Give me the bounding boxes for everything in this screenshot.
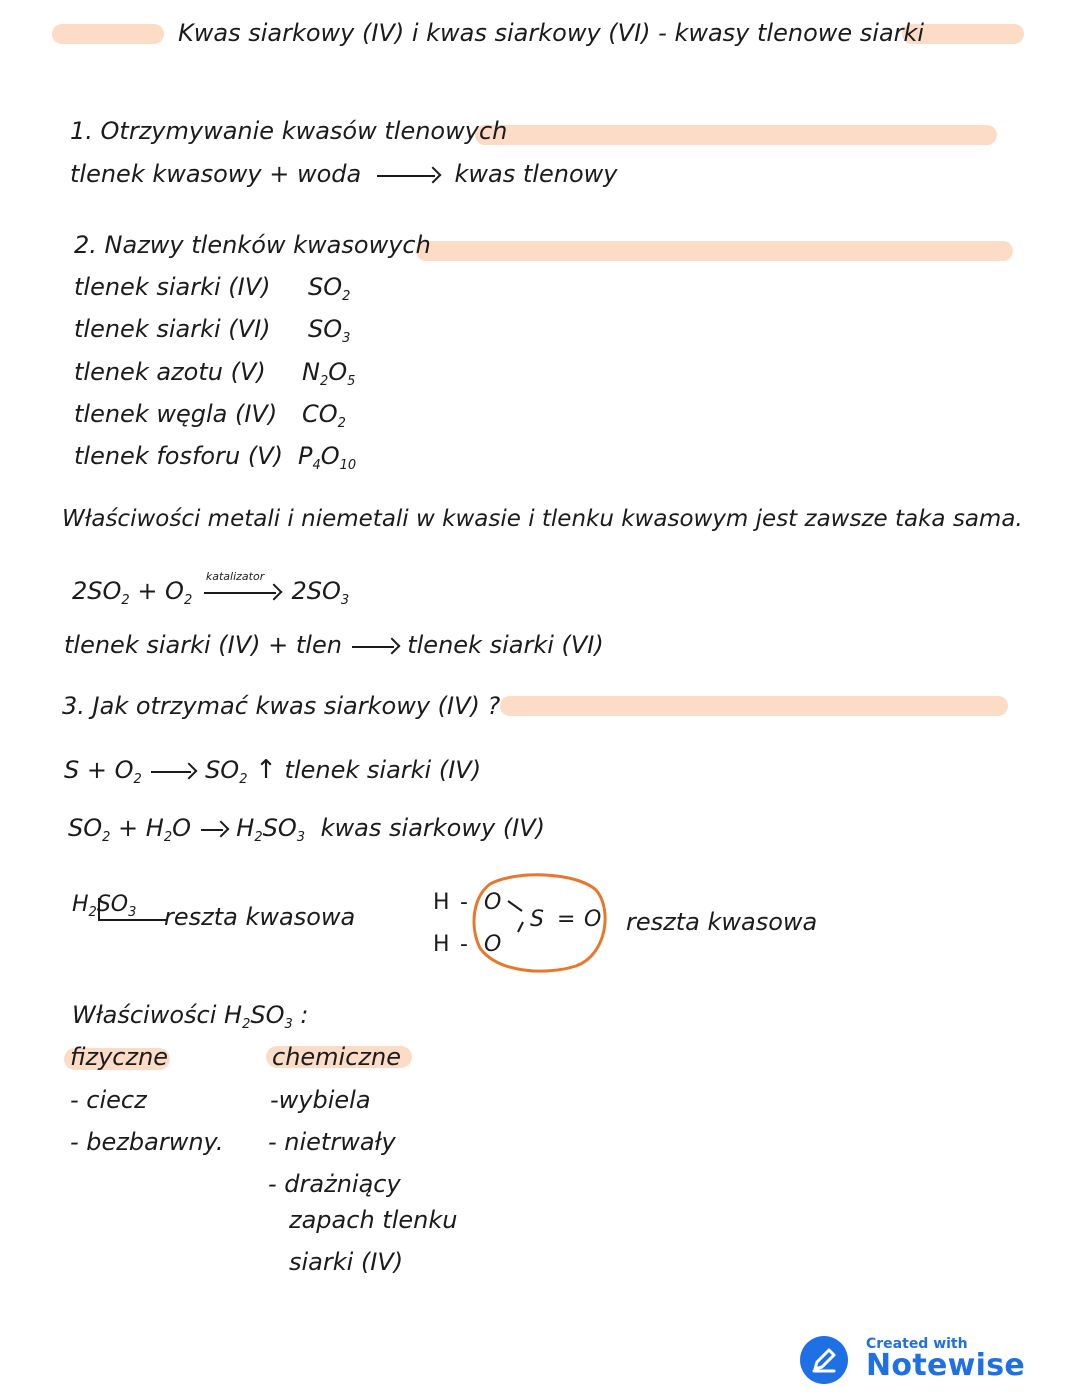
oxide-formula: $SO_2$ <box>308 273 351 304</box>
oxide-formula: $CO_2$ <box>302 400 346 431</box>
structure-dash1: - <box>460 890 468 915</box>
page-title: Kwas siarkowy (IV) i kwas siarkowy (VI) - kwasy tlenowe siarki <box>178 19 925 47</box>
structure-o1: O <box>484 890 502 915</box>
structure-s: S <box>530 907 544 932</box>
chemical-item: - nietrwały <box>268 1128 396 1156</box>
oxide-name: tlenek fosforu (V) <box>74 442 283 470</box>
chemical-label: chemiczne <box>272 1043 401 1071</box>
arrow-icon <box>151 761 195 781</box>
arrow-icon <box>377 165 439 185</box>
oxide-formula: $SO_3$ <box>308 315 351 346</box>
structure-o2: O <box>484 932 502 957</box>
title-highlight-left <box>52 24 164 44</box>
section2-highlight <box>416 241 1013 261</box>
eq-right: kwas tlenowy <box>454 160 618 188</box>
oxide-name: tlenek siarki (IV) <box>74 273 271 301</box>
arrow-icon <box>352 636 398 656</box>
physical-item: - bezbarwny. <box>70 1128 224 1156</box>
section1-highlight <box>475 125 997 145</box>
structure-eq: = <box>557 907 576 932</box>
oxide-name: tlenek azotu (V) <box>74 358 266 386</box>
pencil-icon <box>800 1336 848 1384</box>
arrow-icon <box>201 819 227 839</box>
section3-heading: 3. Jak otrzymać kwas siarkowy (IV) ? <box>62 692 501 720</box>
physical-label: fizyczne <box>70 1043 169 1071</box>
structure-h1: H <box>433 890 450 915</box>
physical-item: - ciecz <box>70 1086 147 1114</box>
properties-note: Właściwości metali i niemetali w kwasie i tlenku kwasowym jest zawsze taka sama. <box>62 506 1023 532</box>
oxide-formula: $N_2O_5$ <box>302 358 356 389</box>
section3-equation-2: $SO_2 + H_2O$ $H_2SO_3$ kwas siarkowy (IV) <box>68 814 546 845</box>
structure-o3: O <box>584 907 602 932</box>
gas-up-arrow-icon: ↑ <box>255 755 277 785</box>
structure-dash2: - <box>460 932 468 957</box>
oxide-name: tlenek węgla (IV) <box>74 400 278 428</box>
chemical-item: siarki (IV) <box>289 1248 404 1276</box>
catalyst-label: katalizator <box>205 570 265 583</box>
properties-heading: Właściwości $H_2SO_3$ : <box>72 1001 309 1032</box>
residue-circle <box>466 868 616 978</box>
notewise-logo <box>800 1334 1026 1386</box>
eq-left: tlenek kwasowy + woda <box>70 160 362 188</box>
chemical-item: zapach tlenku <box>289 1206 458 1234</box>
structure-h2: H <box>433 932 450 957</box>
logo-small-text: Created with <box>866 1336 968 1352</box>
chemical-item: -wybiela <box>270 1086 371 1114</box>
oxide-name: tlenek siarki (VI) <box>74 315 271 343</box>
section1-heading: 1. Otrzymywanie kwasów tlenowych <box>70 117 508 145</box>
residue-label: reszta kwasowa <box>164 903 356 931</box>
residue-label-2: reszta kwasowa <box>626 908 818 936</box>
section3-highlight <box>500 696 1008 716</box>
reaction-words: tlenek siarki (IV) + tlen tlenek siarki (VI) <box>64 631 604 659</box>
reaction-equation: $2SO_2 + O_2$ katalizator $2SO_3$ <box>72 570 350 608</box>
oxide-formula: $P_4O_{10}$ <box>298 442 357 473</box>
chemical-item: - drażniący <box>268 1170 401 1198</box>
section2-heading: 2. Nazwy tlenków kwasowych <box>74 231 431 259</box>
catalyst-arrow-icon <box>204 570 280 603</box>
section3-equation-1: $S + O_2$ $SO_2$ ↑ tlenek siarki (IV) <box>64 755 482 787</box>
section1-equation <box>70 159 617 189</box>
logo-brand-text: Notewise <box>866 1348 1026 1383</box>
acid-formula: $H_2SO_3$ <box>72 892 137 920</box>
